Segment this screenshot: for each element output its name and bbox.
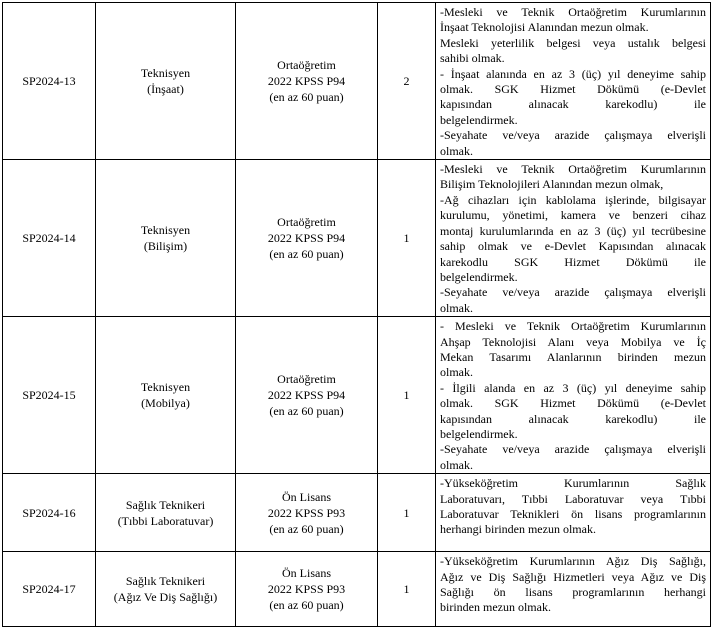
positions-table-body [3, 3, 711, 627]
requirement-line: - Mesleki ve Teknik Ortaöğretim Kurumlarının [440, 319, 706, 334]
requirement-line: herhangi birinden mezun olmak. [440, 522, 596, 537]
requirement-line: -Yükseköğretim Kurumlarının Ağız Diş Sağlığı, [440, 554, 706, 569]
requirements [436, 552, 711, 627]
position-code: SP2024-16 [3, 474, 96, 552]
position-count: 1 [378, 317, 436, 474]
requirement-line: Sağlığı ön lisans programlarının herhangi [440, 585, 706, 599]
position-title-line: (Bilişim) [143, 239, 188, 254]
requirement-line: olmak. [440, 143, 473, 158]
education-level [236, 160, 378, 317]
requirement-line: -Seyahate ve/veya arazide çalışmaya elverişli [440, 442, 706, 457]
position-title-line: (Ağız Ve Diş Sağlığı) [113, 590, 218, 605]
requirement-line: belgelendirmek. [440, 426, 518, 441]
table-row [3, 552, 711, 627]
table-row [3, 3, 711, 160]
position-title [96, 474, 236, 552]
requirement-line: -Mesleki ve Teknik Ortaöğretim Kurumlarının [440, 5, 706, 19]
education-level [236, 3, 378, 160]
positions-table [2, 2, 711, 627]
requirements [436, 317, 711, 474]
education-level [236, 474, 378, 552]
requirement-line: kurulumu, yönetimi, kamera ve benzeri cihaz [440, 208, 706, 223]
position-title-line: Teknisyen [140, 223, 191, 238]
education-line: (en az 60 puan) [269, 247, 344, 262]
requirement-line: Ahşap Teknolojisi Alanı veya Mobilya ve İç [440, 334, 706, 349]
position-title [96, 552, 236, 627]
requirement-line: karekodlu SGK Hizmet Dökümü ile [440, 254, 706, 269]
requirement-line: belgelendirmek. [440, 112, 518, 127]
position-code: SP2024-13 [3, 3, 96, 160]
requirement-line: birinden mezun olmak. [440, 600, 551, 615]
education-line: (en az 60 puan) [269, 598, 344, 613]
requirement-line: olmak. [440, 365, 473, 380]
requirement-line: Laboratuvarı, Tıbbi Laboratuvar veya Tıbbi [440, 491, 706, 506]
position-count: 1 [378, 160, 436, 317]
position-title-line: Sağlık Teknikeri [125, 574, 206, 589]
education-line: (en az 60 puan) [269, 90, 344, 105]
position-title-line: Sağlık Teknikeri [125, 497, 206, 512]
education-line: (en az 60 puan) [269, 404, 344, 419]
requirement-line: olmak. SGK Hizmet Dökümü (e-Devlet [440, 396, 706, 411]
requirement-line: sahip olmak ve e-Devlet Kapısından alınacak [440, 239, 706, 254]
requirement-line: -Seyahate ve/veya arazide çalışmaya elverişli [440, 285, 706, 300]
education-line: 2022 KPSS P94 [267, 388, 346, 403]
requirement-line: kapısından alınacak karekodlu) ile [440, 411, 706, 426]
requirement-line: İnşaat Teknolojisi Alanından mezun olmak. [440, 20, 649, 35]
table-row [3, 474, 711, 552]
requirement-line: -Ağ cihazları için kablolama işlerinde, bilgisayar [440, 192, 706, 207]
requirement-line: Bilişim Teknolojileri Alanından mezun olmak, [440, 177, 664, 192]
education-line: Ortaöğretim [277, 372, 336, 387]
education-line: Ön Lisans [282, 489, 331, 504]
requirements [436, 474, 711, 552]
education-level [236, 317, 378, 474]
requirement-line: -Yükseköğretim Kurumlarının Sağlık [440, 476, 706, 491]
position-title-line: Teknisyen [140, 380, 191, 395]
position-code: SP2024-14 [3, 160, 96, 317]
position-title-line: Teknisyen [140, 66, 191, 81]
requirements [436, 160, 711, 317]
table-row [3, 160, 711, 317]
position-count: 2 [378, 3, 436, 160]
requirement-line: olmak. [440, 457, 473, 472]
position-title-line: (Mobilya) [141, 396, 190, 411]
education-line: Ortaöğretim [277, 215, 336, 230]
requirement-line: -Mesleki ve Teknik Ortaöğretim Kurumlarının [440, 162, 706, 177]
position-count: 1 [378, 474, 436, 552]
education-level [236, 552, 378, 627]
requirement-line: olmak. [440, 300, 473, 315]
education-line: Ön Lisans [282, 566, 331, 581]
table-row [3, 317, 711, 474]
education-line: 2022 KPSS P93 [267, 582, 346, 597]
education-line: 2022 KPSS P93 [267, 505, 346, 520]
requirement-line: sahibi olmak. [440, 51, 505, 66]
requirement-line: - İlgili alanda en az 3 (üç) yıl deneyime sahip [440, 380, 706, 395]
education-line: (en az 60 puan) [269, 521, 344, 536]
education-line: 2022 KPSS P94 [267, 231, 346, 246]
requirement-line: Mesleki yeterlilik belgesi veya ustalık belgesi [440, 35, 706, 50]
position-title [96, 3, 236, 160]
position-title-line: (İnşaat) [147, 82, 184, 97]
requirement-line: belgelendirmek. [440, 269, 518, 284]
position-code: SP2024-15 [3, 317, 96, 474]
requirement-line: - İnşaat alanında en az 3 (üç) yıl deneyime sahip [440, 66, 706, 81]
requirement-line: Mekan Tasarımı Alanlarının birinden mezun [440, 349, 706, 364]
position-count: 1 [378, 552, 436, 627]
requirements [436, 3, 711, 160]
requirement-line: montaj kurulumlarında en az 3 (üç) yıl tecrübesine [440, 223, 706, 238]
position-title [96, 160, 236, 317]
position-code: SP2024-17 [3, 552, 96, 627]
education-line: 2022 KPSS P94 [267, 74, 346, 89]
education-line: Ortaöğretim [277, 58, 336, 73]
requirement-line: kapısından alınacak karekodlu) ile [440, 97, 706, 112]
requirement-line: olmak. SGK Hizmet Dökümü (e-Devlet [440, 82, 706, 97]
position-title-line: (Tıbbi Laboratuvar) [117, 513, 214, 528]
requirement-line: Laboratuvar Teknikleri ön lisans programlarının [440, 507, 706, 521]
position-title [96, 317, 236, 474]
requirement-line: Ağız ve Diş Sağlığı Hizmetleri veya Ağız ve Diş [440, 569, 706, 584]
requirement-line: -Seyahate ve/veya arazide çalışmaya elverişli [440, 128, 706, 143]
